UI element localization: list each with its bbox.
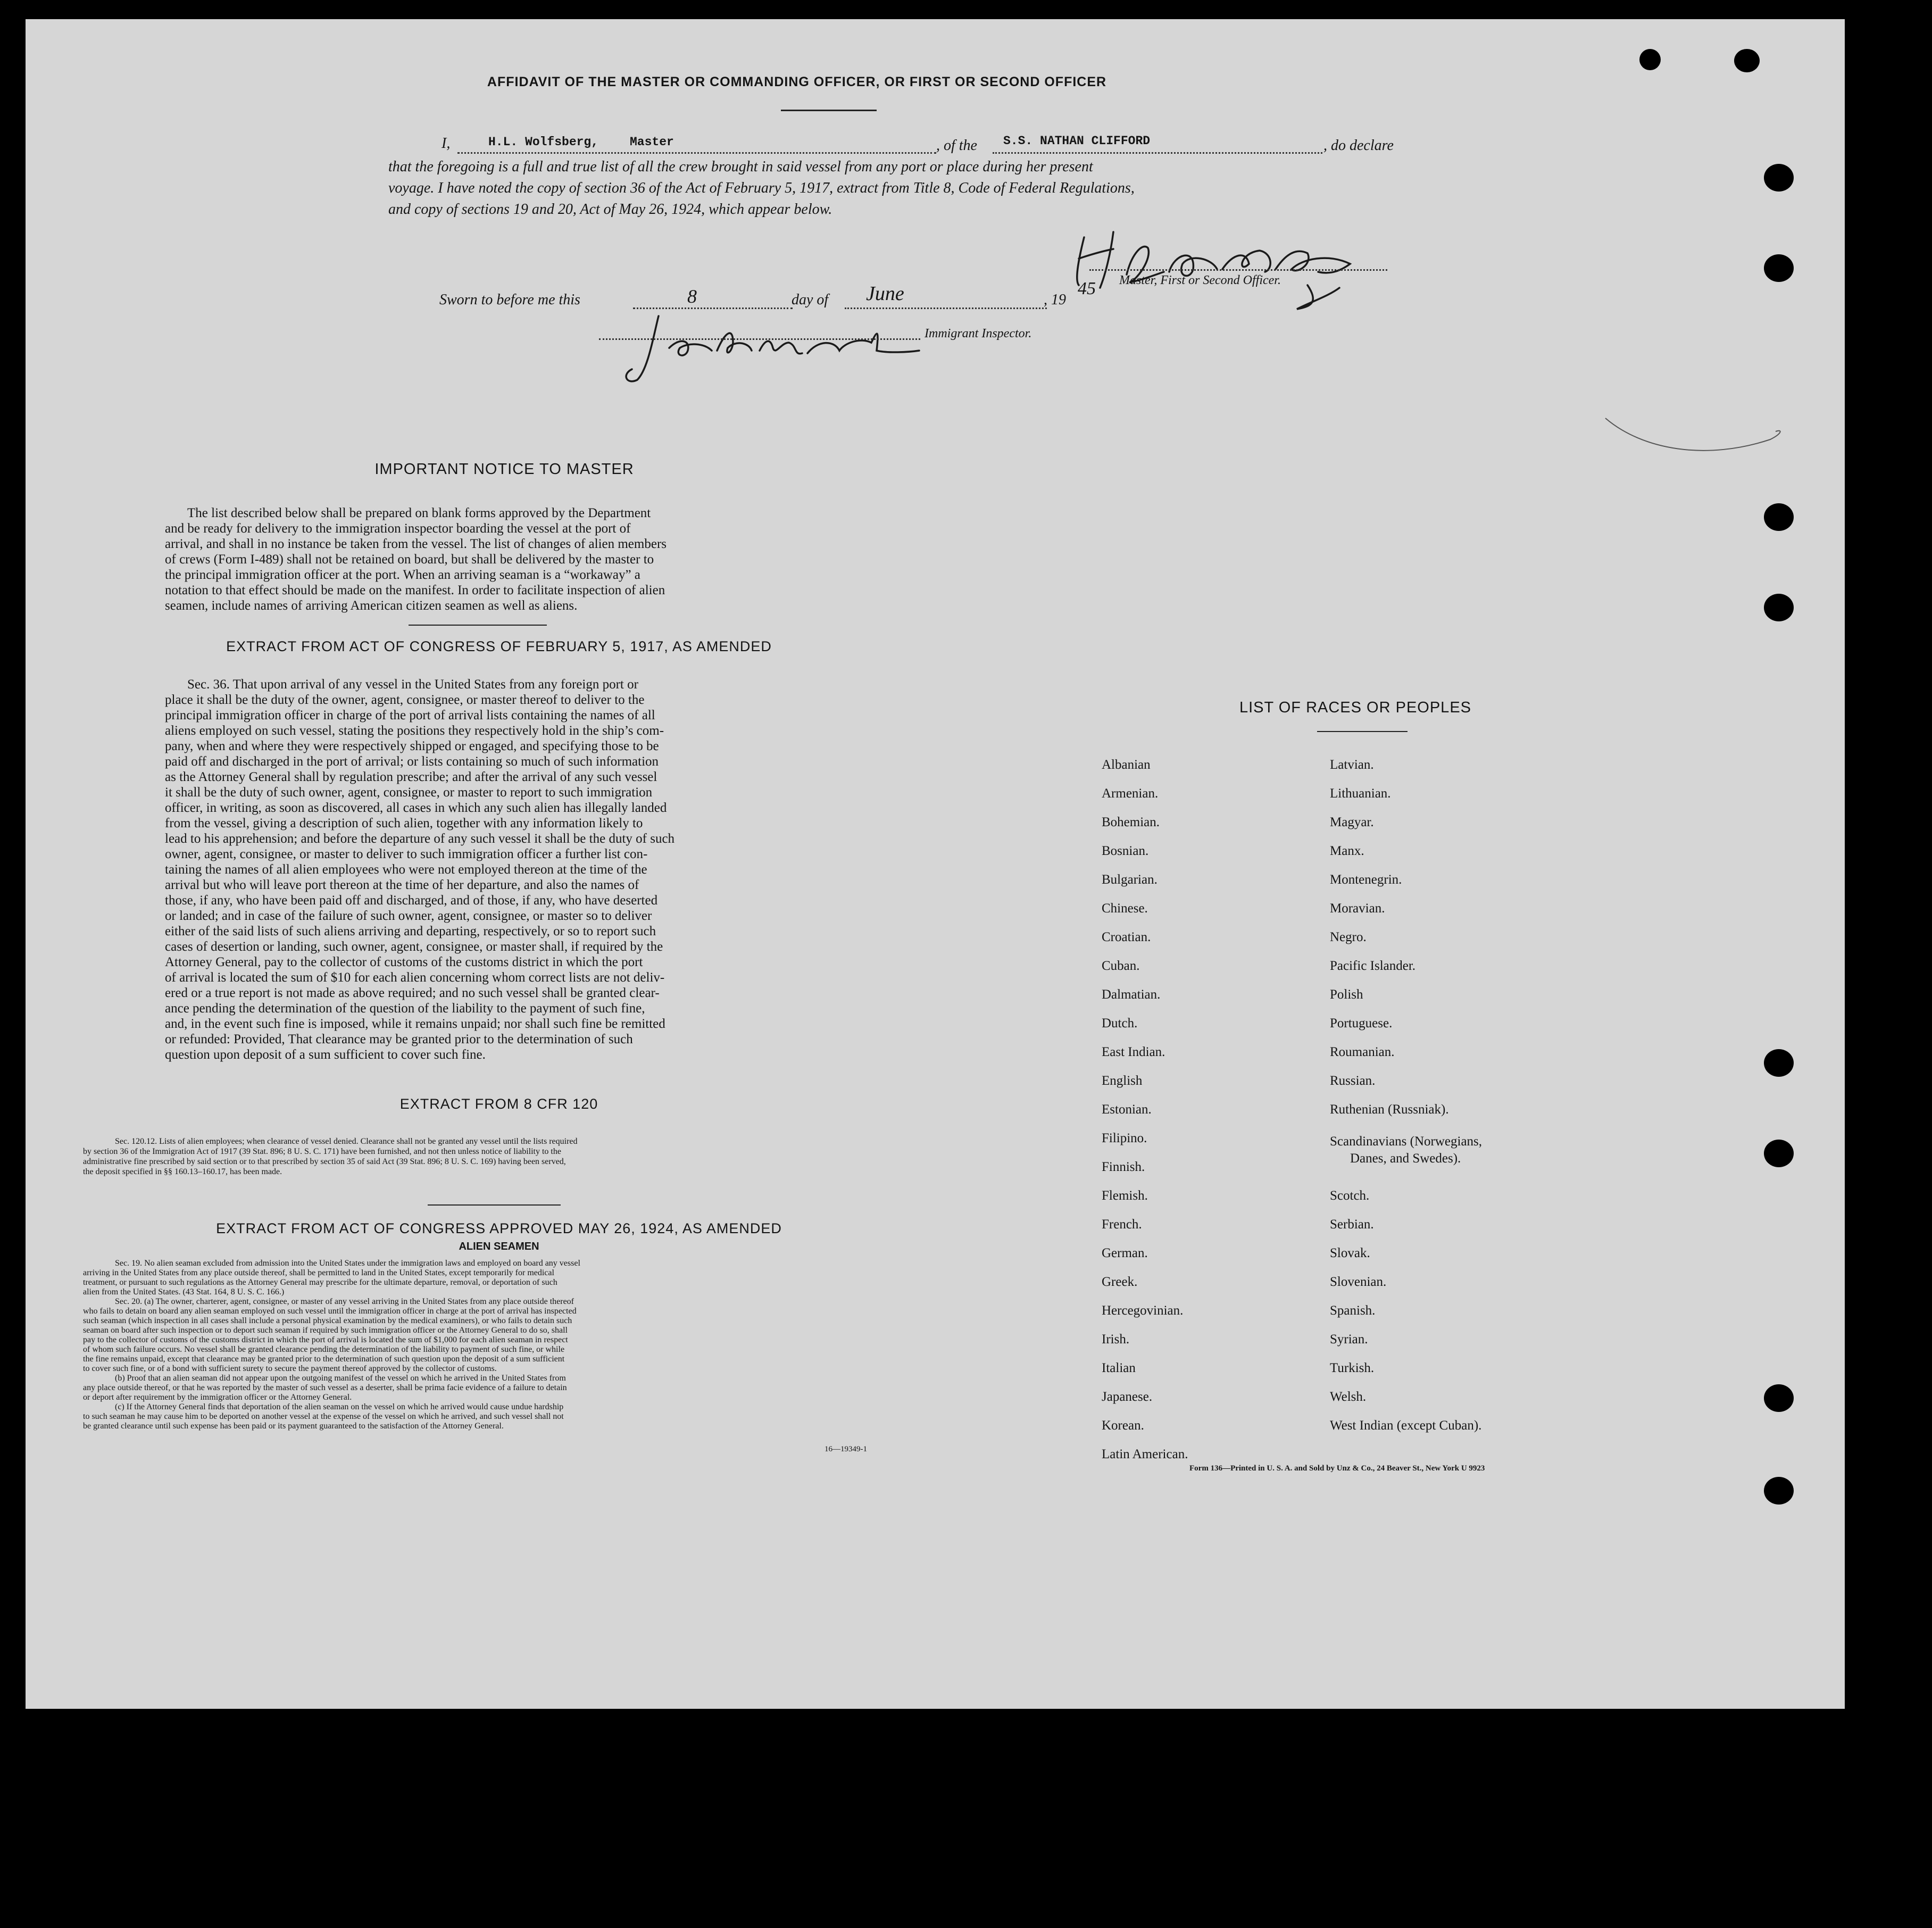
races-title: LIST OF RACES OR PEOPLES: [1239, 699, 1472, 716]
race-item: Syrian.: [1330, 1332, 1368, 1347]
do-declare-label: , do declare: [1323, 137, 1394, 154]
race-item: French.: [1102, 1217, 1142, 1232]
race-item: Bohemian.: [1102, 815, 1160, 829]
race-item: Greek.: [1102, 1275, 1138, 1289]
vessel-name-line: [993, 152, 1322, 154]
race-item: Hercegovinian.: [1102, 1303, 1184, 1318]
extract-1917-line: ance pending the determination of the question of the liability to the payment of such fine,: [165, 1001, 645, 1016]
extract-1924-line: alien from the United States. (43 Stat. 164, 8 U. S. C. 166.): [83, 1287, 285, 1297]
race-item: Bulgarian.: [1102, 872, 1157, 887]
race-item: Russian.: [1330, 1074, 1376, 1088]
race-item: Lithuanian.: [1330, 786, 1391, 801]
extract-1924-line: seaman on board after such inspection or to deport such seaman if required by such immigration officer or the Attorney General to do so, shall: [83, 1326, 568, 1335]
race-item: English: [1102, 1074, 1143, 1088]
master-signature-line: [1089, 269, 1387, 271]
document-page: [26, 19, 1845, 1709]
day-of-label: day of: [792, 292, 829, 308]
race-item: Danes, and Swedes).: [1350, 1151, 1461, 1166]
sworn-label: Sworn to before me this: [439, 292, 580, 308]
race-item: Negro.: [1330, 930, 1367, 944]
extract-1917-line: paid off and discharged in the port of arrival; or lists containing so much of such information: [165, 754, 659, 769]
race-item: Flemish.: [1102, 1189, 1148, 1203]
notice-line: the principal immigration officer at the port. When an arriving seaman is a “workaway” a: [165, 568, 640, 582]
extract-1917-line: owner, agent, consignee, or master to deliver to such immigration officer a further list con-: [165, 847, 648, 861]
punch-hole: [1764, 1384, 1794, 1412]
extract-1917-line: pany, when and where they were respectively shipped or engaged, and specifying those to be: [165, 739, 659, 753]
extract-cfr-line: administrative fine prescribed by said section or to that prescribed by section 35 of said Act (39 Stat. 896; 8 U. S. C. 169) having been served,: [83, 1157, 566, 1166]
extract-cfr-body: [83, 1136, 886, 1177]
extract-1917-line: officer, in writing, as soon as discovered, all cases in which any such alien has illegally landed: [165, 801, 667, 815]
punch-hole: [1764, 594, 1794, 621]
extract-1924-line: to cover such fine, or of a bond with sufficient surety to secure the payment thereof approved by the collector of customs.: [83, 1364, 497, 1373]
extract-1924-line: Sec. 19. No alien seaman excluded from admission into the United States under the immigration laws and employed on board any vessel: [115, 1259, 580, 1268]
notice-line: and be ready for delivery to the immigration inspector boarding the vessel at the port of: [165, 521, 631, 536]
extract-1917-line: as the Attorney General shall by regulation prescribe; and after the arrival of any such vessel: [165, 770, 657, 784]
race-item: Albanian: [1102, 758, 1151, 772]
extract-1924-line: of whom such failure occurs. No vessel shall be granted clearance pending the determination of the liability to payment of such fine, or while: [83, 1345, 565, 1354]
notice-line: notation to that effect should be made on the manifest. In order to facilitate inspection of alien: [165, 583, 665, 597]
extract-1917-line: place it shall be the duty of the owner, agent, consignee, or master thereof to deliver to the: [165, 693, 645, 707]
extract-1917-line: arrival but who will leave port thereon at the time of her departure, and also the names of: [165, 878, 639, 892]
extract-1924-line: be granted clearance until such expense has been paid or its payment guaranteed to the satisfaction of the Attorney General.: [83, 1422, 504, 1431]
extract-1924-line: any place outside thereof, or that he was reported by the master of such vessel as a deserter, shall be prima facie evidence of a failure to detain: [83, 1383, 567, 1392]
extract-1917-line: cases of desertion or landing, such owner, agent, consignee, or master shall, if required by the: [165, 940, 663, 954]
extract-1917-line: lead to his apprehension; and before the departure of any such vessel it shall be the duty of such: [165, 832, 675, 846]
race-item: German.: [1102, 1246, 1148, 1260]
notice-rule: [409, 625, 547, 626]
race-item: Latin American.: [1102, 1447, 1188, 1461]
extract-1924-line: pay to the collector of customs of the customs district in which the port of arrival is located the sum of $1,000 for each alien seaman in respect: [83, 1335, 568, 1344]
punch-hole: [1734, 49, 1760, 72]
declaration-line-1: that the foregoing is a full and true list of all the crew brought in said vessel from any port or place during her present: [388, 159, 1093, 175]
extract-cfr-title: EXTRACT FROM 8 CFR 120: [399, 1096, 598, 1112]
extract-cfr-line: the deposit specified in §§ 160.13–160.17, has been made.: [83, 1167, 282, 1176]
punch-hole: [1764, 254, 1794, 282]
race-item: Ruthenian (Russniak).: [1330, 1102, 1449, 1117]
race-item: Pacific Islander.: [1330, 959, 1416, 973]
master-name-line: [457, 152, 936, 154]
extract-1924-line: (b) Proof that an alien seaman did not appear upon the outgoing manifest of the vessel on which he arrived in the United States from: [115, 1374, 566, 1383]
punch-hole: [1764, 503, 1794, 531]
extract-1917-line: Sec. 36. That upon arrival of any vessel in the United States from any foreign port or: [187, 677, 638, 692]
extract-1917-body: [165, 677, 793, 1062]
race-item: Italian: [1102, 1361, 1136, 1375]
extract-1917-line: and, in the event such fine is imposed, while it remains unpaid; nor shall such fine be remitted: [165, 1017, 665, 1031]
master-name-value: H.L. Wolfsberg,: [488, 135, 599, 149]
master-signature-image: [1063, 221, 1403, 312]
day-line: [633, 308, 793, 309]
cfr-rule: [428, 1204, 561, 1206]
extract-cfr-line: by section 36 of the Immigration Act of 1917 (39 Stat. 896; 8 U. S. C. 171) have been furnished, and not then unless notice of liability to the: [83, 1147, 561, 1156]
race-item: Scandinavians (Norwegians,: [1330, 1134, 1483, 1149]
title-rule: [781, 110, 877, 111]
race-item: Montenegrin.: [1330, 872, 1402, 887]
extract-1924-line: who fails to detain on board any alien seaman employed on such vessel until the immigration officer in charge at the port of arrival has inspected: [83, 1307, 577, 1316]
race-item: Armenian.: [1102, 786, 1159, 801]
race-item: Bosnian.: [1102, 844, 1149, 858]
race-item: Welsh.: [1330, 1390, 1367, 1404]
notice-line: seamen, include names of arriving American citizen seamen as well as aliens.: [165, 599, 578, 613]
punch-hole: [1764, 164, 1794, 192]
sworn-month-value: June: [866, 282, 904, 305]
race-item: Slovak.: [1330, 1246, 1370, 1260]
extract-cfr-line: Sec. 120.12. Lists of alien employees; when clearance of vessel denied. Clearance shall not be granted any vessel until the lists required: [115, 1137, 578, 1146]
race-item: West Indian (except Cuban).: [1330, 1418, 1482, 1433]
extract-1917-line: it shall be the duty of such owner, agent, consignee, or master to report to such immigration: [165, 785, 653, 800]
notice-title: IMPORTANT NOTICE TO MASTER: [374, 461, 634, 478]
race-item: Chinese.: [1102, 901, 1148, 916]
extract-1924-line: (c) If the Attorney General finds that deportation of the alien seaman on the vessel on which he arrived would cause undue hardship: [115, 1402, 564, 1411]
printer-line: Form 136—Printed in U. S. A. and Sold by Unz & Co., 24 Beaver St., New York U 9923: [1189, 1464, 1485, 1473]
extract-1917-line: principal immigration officer in charge of the port of arrival lists containing the names of all: [165, 708, 655, 722]
race-item: Finnish.: [1102, 1160, 1145, 1174]
extract-1917-line: those, if any, who have been paid off and discharged, and of those, if any, who have deserted: [165, 893, 658, 908]
races-rule: [1317, 731, 1408, 732]
race-item: Irish.: [1102, 1332, 1130, 1347]
of-the-label: , of the: [936, 137, 977, 154]
extract-1924-form-code: 16—19349-1: [825, 1445, 867, 1453]
extract-1917-line: question upon deposit of a sum sufficient to cover such fine.: [165, 1048, 486, 1062]
master-rank-value: Master: [630, 135, 674, 149]
notice-body: [165, 505, 793, 613]
race-item: Korean.: [1102, 1418, 1144, 1433]
inspector-caption: Immigrant Inspector.: [925, 327, 1032, 340]
extract-1924-line: such seaman (which inspection in all cases shall include a personal physical examination by the medical examiners), or who fails to detain such: [83, 1316, 572, 1325]
race-item: Serbian.: [1330, 1217, 1374, 1232]
extract-1924-line: arriving in the United States from any place outside thereof, shall be permitted to land in the United States, except temporarily for medical: [83, 1268, 554, 1277]
punch-hole: [1764, 1049, 1794, 1077]
race-item: Filipino.: [1102, 1131, 1147, 1145]
race-item: Roumanian.: [1330, 1045, 1395, 1059]
extract-1924-line: Sec. 20. (a) The owner, charterer, agent, consignee, or master of any vessel arriving in the United States from any place outside thereof: [115, 1297, 574, 1306]
race-item: East Indian.: [1102, 1045, 1165, 1059]
extract-1917-line: or landed; and in case of the failure of such owner, agent, consignee, or master so to deliver: [165, 909, 652, 923]
punch-hole: [1764, 1477, 1794, 1505]
extract-1917-line: either of the said lists of such aliens arriving and departing, respectively, or so to report such: [165, 924, 656, 938]
race-item: Turkish.: [1330, 1361, 1375, 1375]
race-item: Japanese.: [1102, 1390, 1153, 1404]
inspector-signature-line: [599, 338, 920, 340]
race-item: Cuban.: [1102, 959, 1140, 973]
pencil-mark-image: [1600, 408, 1792, 466]
race-item: Scotch.: [1330, 1189, 1370, 1203]
race-item: Estonian.: [1102, 1102, 1152, 1117]
extract-1917-line: aliens employed on such vessel, stating the positions they respectively hold in the ship’s com-: [165, 724, 664, 738]
sworn-year-value: 45: [1078, 279, 1096, 298]
year-prefix-label: , 19: [1044, 292, 1066, 308]
declaration-line-2: voyage. I have noted the copy of section 36 of the Act of February 5, 1917, extract from Title 8, Code of Federal Regulations,: [388, 180, 1135, 196]
inspector-signature-image: [611, 311, 930, 390]
extract-1924-line: or deport after requirement by the immigration officer or the Attorney General.: [83, 1393, 352, 1402]
affidavit-title: AFFIDAVIT OF THE MASTER OR COMMANDING OFFICER, OR FIRST OR SECOND OFFICER: [487, 74, 1107, 89]
notice-line: The list described below shall be prepared on blank forms approved by the Department: [187, 506, 651, 520]
race-item: Latvian.: [1330, 758, 1374, 772]
vessel-name-value: S.S. NATHAN CLIFFORD: [1003, 134, 1151, 148]
sworn-day-value: 8: [687, 286, 697, 307]
extract-1917-line: of arrival is located the sum of $10 for each alien concerning whom correct lists are not deliv-: [165, 970, 665, 985]
race-item: Croatian.: [1102, 930, 1151, 944]
notice-line: of crews (Form I-489) shall not be retained on board, but shall be delivered by the master to: [165, 552, 654, 567]
extract-1924-line: the fine remains unpaid, except that clearance may be granted prior to the determination of such question upon the deposit of a sum sufficient: [83, 1354, 565, 1364]
race-item: Portuguese.: [1330, 1016, 1393, 1031]
extract-1917-line: ered or a true report is not made as above required; and no such vessel shall be granted clear-: [165, 986, 660, 1000]
extract-1924-subtitle: ALIEN SEAMEN: [459, 1241, 539, 1252]
race-item: Dalmatian.: [1102, 987, 1161, 1002]
signature-caption: Master, First or Second Officer.: [1119, 273, 1281, 287]
extract-1924-body: [83, 1259, 886, 1431]
race-item: Slovenian.: [1330, 1275, 1387, 1289]
race-item: Moravian.: [1330, 901, 1385, 916]
i-label: I,: [442, 135, 451, 152]
extract-1917-line: Attorney General, pay to the collector of customs of the customs district in which the port: [165, 955, 643, 969]
race-item: Magyar.: [1330, 815, 1374, 829]
extract-1917-line: taining the names of all alien employees who were not employed thereon at the time of the: [165, 862, 647, 877]
month-line: [845, 308, 1047, 309]
race-item: Polish: [1330, 987, 1363, 1002]
extract-1917-title: EXTRACT FROM ACT OF CONGRESS OF FEBRUARY 5, 1917, AS AMENDED: [226, 638, 772, 654]
extract-1917-line: from the vessel, giving a description of such alien, together with any information likely to: [165, 816, 643, 830]
race-item: Manx.: [1330, 844, 1364, 858]
extract-1924-line: treatment, or pursuant to such regulations as the Attorney General may prescribe for the ultimate departure, removal, or deportation of such: [83, 1278, 557, 1287]
extract-1917-line: or refunded: Provided, That clearance may be granted prior to the determination of such: [165, 1032, 633, 1046]
extract-1924-title: EXTRACT FROM ACT OF CONGRESS APPROVED MAY 26, 1924, AS AMENDED: [216, 1220, 782, 1236]
notice-line: arrival, and shall in no instance be taken from the vessel. The list of changes of alien members: [165, 537, 667, 551]
extract-1924-line: to such seaman he may cause him to be deported on another vessel at the expense of the vessel on which he arrived, and such vessel shall not: [83, 1412, 564, 1421]
race-item: Spanish.: [1330, 1303, 1376, 1318]
race-item: Dutch.: [1102, 1016, 1138, 1031]
punch-hole: [1764, 1140, 1794, 1167]
punch-hole: [1639, 49, 1661, 70]
declaration-line-3: and copy of sections 19 and 20, Act of May 26, 1924, which appear below.: [388, 201, 832, 218]
